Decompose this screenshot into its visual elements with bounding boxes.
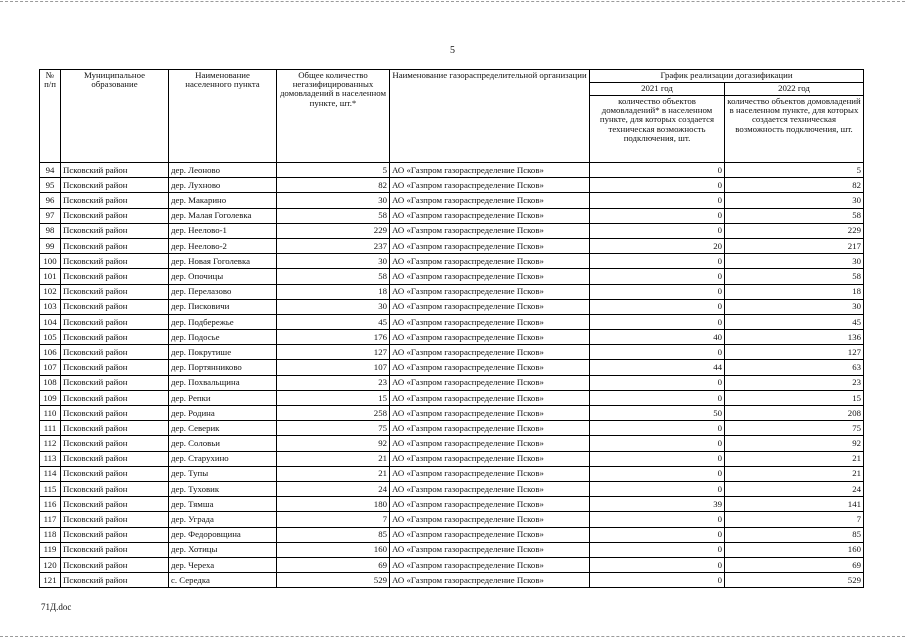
row-municipality: Псковский район bbox=[61, 512, 169, 527]
row-2021: 0 bbox=[590, 542, 725, 557]
row-municipality: Псковский район bbox=[61, 573, 169, 588]
row-2021: 40 bbox=[590, 330, 725, 345]
header-organization: Наименование газораспределительной организации bbox=[390, 70, 590, 163]
row-total: 30 bbox=[277, 193, 390, 208]
row-2021: 50 bbox=[590, 406, 725, 421]
page-number: 5 bbox=[450, 45, 455, 56]
row-num: 110 bbox=[40, 406, 61, 421]
table-row bbox=[40, 193, 864, 208]
row-2022: 15 bbox=[725, 390, 864, 405]
row-2022: 5 bbox=[725, 163, 864, 178]
row-2022: 85 bbox=[725, 527, 864, 542]
row-2021: 0 bbox=[590, 436, 725, 451]
row-settlement: дер. Череха bbox=[169, 557, 277, 572]
row-2022: 7 bbox=[725, 512, 864, 527]
row-organization: АО «Газпром газораспределение Псков» bbox=[390, 406, 590, 421]
row-2022: 24 bbox=[725, 481, 864, 496]
row-settlement: дер. Леоново bbox=[169, 163, 277, 178]
row-num: 116 bbox=[40, 497, 61, 512]
row-total: 21 bbox=[277, 451, 390, 466]
row-2022: 82 bbox=[725, 178, 864, 193]
row-municipality: Псковский район bbox=[61, 406, 169, 421]
row-2022: 529 bbox=[725, 573, 864, 588]
row-organization: АО «Газпром газораспределение Псков» bbox=[390, 223, 590, 238]
row-organization: АО «Газпром газораспределение Псков» bbox=[390, 163, 590, 178]
row-municipality: Псковский район bbox=[61, 299, 169, 314]
table-row bbox=[40, 254, 864, 269]
table-row bbox=[40, 421, 864, 436]
row-2021: 0 bbox=[590, 299, 725, 314]
table-row bbox=[40, 345, 864, 360]
row-organization: АО «Газпром газораспределение Псков» bbox=[390, 466, 590, 481]
row-2022: 217 bbox=[725, 238, 864, 253]
row-num: 105 bbox=[40, 330, 61, 345]
row-2022: 30 bbox=[725, 299, 864, 314]
row-organization: АО «Газпром газораспределение Псков» bbox=[390, 284, 590, 299]
footer-filename: 71Д.doc bbox=[41, 602, 72, 612]
row-2021: 0 bbox=[590, 284, 725, 299]
row-settlement: дер. Новая Гоголевка bbox=[169, 254, 277, 269]
table-row bbox=[40, 497, 864, 512]
row-municipality: Псковский район bbox=[61, 481, 169, 496]
row-num: 120 bbox=[40, 557, 61, 572]
row-2022: 63 bbox=[725, 360, 864, 375]
table-row bbox=[40, 178, 864, 193]
row-settlement: дер. Тупы bbox=[169, 466, 277, 481]
row-2021: 0 bbox=[590, 208, 725, 223]
row-num: 108 bbox=[40, 375, 61, 390]
row-2022: 30 bbox=[725, 254, 864, 269]
row-settlement: дер. Лухново bbox=[169, 178, 277, 193]
row-organization: АО «Газпром газораспределение Псков» bbox=[390, 330, 590, 345]
row-2021: 0 bbox=[590, 527, 725, 542]
row-settlement: дер. Подбережье bbox=[169, 314, 277, 329]
row-num: 99 bbox=[40, 238, 61, 253]
header-sub-2022: количество объектов домовладений в населенном пункте, для которых создается техническая возможность подключения, шт. bbox=[725, 96, 864, 163]
row-num: 106 bbox=[40, 345, 61, 360]
row-municipality: Псковский район bbox=[61, 269, 169, 284]
table-row bbox=[40, 527, 864, 542]
row-municipality: Псковский район bbox=[61, 178, 169, 193]
row-organization: АО «Газпром газораспределение Псков» bbox=[390, 178, 590, 193]
row-num: 109 bbox=[40, 390, 61, 405]
row-num: 117 bbox=[40, 512, 61, 527]
row-2022: 23 bbox=[725, 375, 864, 390]
row-organization: АО «Газпром газораспределение Псков» bbox=[390, 345, 590, 360]
row-municipality: Псковский район bbox=[61, 208, 169, 223]
row-organization: АО «Газпром газораспределение Псков» bbox=[390, 375, 590, 390]
row-total: 529 bbox=[277, 573, 390, 588]
row-settlement: дер. Северик bbox=[169, 421, 277, 436]
row-2022: 92 bbox=[725, 436, 864, 451]
row-total: 5 bbox=[277, 163, 390, 178]
row-municipality: Псковский район bbox=[61, 345, 169, 360]
row-2021: 39 bbox=[590, 497, 725, 512]
row-2021: 0 bbox=[590, 421, 725, 436]
row-municipality: Псковский район bbox=[61, 527, 169, 542]
row-total: 229 bbox=[277, 223, 390, 238]
row-2022: 136 bbox=[725, 330, 864, 345]
row-2021: 0 bbox=[590, 254, 725, 269]
row-2021: 0 bbox=[590, 451, 725, 466]
row-municipality: Псковский район bbox=[61, 436, 169, 451]
table-row bbox=[40, 573, 864, 588]
row-num: 104 bbox=[40, 314, 61, 329]
row-total: 160 bbox=[277, 542, 390, 557]
table-header bbox=[40, 70, 864, 163]
row-2022: 208 bbox=[725, 406, 864, 421]
header-year-2022: 2022 год bbox=[725, 83, 864, 96]
row-total: 85 bbox=[277, 527, 390, 542]
row-2022: 18 bbox=[725, 284, 864, 299]
table-row bbox=[40, 481, 864, 496]
row-municipality: Псковский район bbox=[61, 254, 169, 269]
row-total: 23 bbox=[277, 375, 390, 390]
page-top-edge bbox=[0, 1, 905, 2]
row-2021: 0 bbox=[590, 512, 725, 527]
row-total: 237 bbox=[277, 238, 390, 253]
row-2022: 75 bbox=[725, 421, 864, 436]
header-settlement: Наименование населенного пункта bbox=[169, 70, 277, 163]
row-municipality: Псковский район bbox=[61, 314, 169, 329]
row-total: 18 bbox=[277, 284, 390, 299]
row-total: 30 bbox=[277, 299, 390, 314]
table-row bbox=[40, 436, 864, 451]
row-total: 107 bbox=[277, 360, 390, 375]
row-settlement: дер. Макарино bbox=[169, 193, 277, 208]
row-2021: 0 bbox=[590, 223, 725, 238]
row-municipality: Псковский район bbox=[61, 497, 169, 512]
row-num: 112 bbox=[40, 436, 61, 451]
row-2022: 58 bbox=[725, 208, 864, 223]
row-settlement: дер. Хотицы bbox=[169, 542, 277, 557]
row-2021: 0 bbox=[590, 390, 725, 405]
table-row bbox=[40, 512, 864, 527]
row-settlement: дер. Уграда bbox=[169, 512, 277, 527]
row-municipality: Псковский район bbox=[61, 284, 169, 299]
row-total: 24 bbox=[277, 481, 390, 496]
row-num: 118 bbox=[40, 527, 61, 542]
row-municipality: Псковский район bbox=[61, 163, 169, 178]
row-organization: АО «Газпром газораспределение Псков» bbox=[390, 542, 590, 557]
table-row bbox=[40, 238, 864, 253]
header-num: № п/п bbox=[40, 70, 61, 163]
row-settlement: дер. Писковичи bbox=[169, 299, 277, 314]
row-2021: 0 bbox=[590, 178, 725, 193]
table-row bbox=[40, 330, 864, 345]
table-row bbox=[40, 557, 864, 572]
row-settlement: дер. Репки bbox=[169, 390, 277, 405]
table-row bbox=[40, 542, 864, 557]
row-total: 21 bbox=[277, 466, 390, 481]
row-settlement: дер. Федоровщина bbox=[169, 527, 277, 542]
row-settlement: дер. Соловьи bbox=[169, 436, 277, 451]
row-num: 97 bbox=[40, 208, 61, 223]
row-num: 94 bbox=[40, 163, 61, 178]
row-settlement: дер. Малая Гоголевка bbox=[169, 208, 277, 223]
row-organization: АО «Газпром газораспределение Псков» bbox=[390, 481, 590, 496]
table-row bbox=[40, 223, 864, 238]
row-organization: АО «Газпром газораспределение Псков» bbox=[390, 512, 590, 527]
row-organization: АО «Газпром газораспределение Псков» bbox=[390, 421, 590, 436]
table-row bbox=[40, 314, 864, 329]
row-num: 98 bbox=[40, 223, 61, 238]
row-2022: 21 bbox=[725, 451, 864, 466]
row-municipality: Псковский район bbox=[61, 451, 169, 466]
row-num: 119 bbox=[40, 542, 61, 557]
row-municipality: Псковский район bbox=[61, 375, 169, 390]
row-total: 180 bbox=[277, 497, 390, 512]
row-2021: 44 bbox=[590, 360, 725, 375]
row-organization: АО «Газпром газораспределение Псков» bbox=[390, 436, 590, 451]
row-settlement: дер. Тямша bbox=[169, 497, 277, 512]
row-total: 69 bbox=[277, 557, 390, 572]
row-2021: 0 bbox=[590, 557, 725, 572]
row-total: 7 bbox=[277, 512, 390, 527]
row-organization: АО «Газпром газораспределение Псков» bbox=[390, 208, 590, 223]
row-organization: АО «Газпром газораспределение Псков» bbox=[390, 557, 590, 572]
row-num: 111 bbox=[40, 421, 61, 436]
row-total: 30 bbox=[277, 254, 390, 269]
row-2021: 0 bbox=[590, 481, 725, 496]
row-2021: 20 bbox=[590, 238, 725, 253]
row-municipality: Псковский район bbox=[61, 466, 169, 481]
row-settlement: дер. Неелово-1 bbox=[169, 223, 277, 238]
row-2022: 141 bbox=[725, 497, 864, 512]
table-row bbox=[40, 375, 864, 390]
row-total: 92 bbox=[277, 436, 390, 451]
row-num: 96 bbox=[40, 193, 61, 208]
row-municipality: Псковский район bbox=[61, 421, 169, 436]
row-2021: 0 bbox=[590, 345, 725, 360]
row-2022: 127 bbox=[725, 345, 864, 360]
row-2022: 45 bbox=[725, 314, 864, 329]
header-total: Общее количество негазифицированных домовладений в населенном пункте, шт.* bbox=[277, 70, 390, 163]
row-municipality: Псковский район bbox=[61, 193, 169, 208]
row-organization: АО «Газпром газораспределение Псков» bbox=[390, 497, 590, 512]
row-municipality: Псковский район bbox=[61, 390, 169, 405]
row-settlement: дер. Покрутише bbox=[169, 345, 277, 360]
row-settlement: дер. Опочицы bbox=[169, 269, 277, 284]
row-2022: 30 bbox=[725, 193, 864, 208]
row-total: 15 bbox=[277, 390, 390, 405]
row-2021: 0 bbox=[590, 193, 725, 208]
row-organization: АО «Газпром газораспределение Псков» bbox=[390, 193, 590, 208]
row-organization: АО «Газпром газораспределение Псков» bbox=[390, 390, 590, 405]
row-2021: 0 bbox=[590, 375, 725, 390]
row-settlement: дер. Старухино bbox=[169, 451, 277, 466]
row-num: 115 bbox=[40, 481, 61, 496]
row-municipality: Псковский район bbox=[61, 542, 169, 557]
row-2022: 160 bbox=[725, 542, 864, 557]
header-year-2021: 2021 год bbox=[590, 83, 725, 96]
table-row bbox=[40, 163, 864, 178]
row-num: 100 bbox=[40, 254, 61, 269]
row-settlement: дер. Неелово-2 bbox=[169, 238, 277, 253]
table-row bbox=[40, 360, 864, 375]
row-municipality: Псковский район bbox=[61, 238, 169, 253]
row-num: 114 bbox=[40, 466, 61, 481]
row-num: 103 bbox=[40, 299, 61, 314]
row-2021: 0 bbox=[590, 466, 725, 481]
row-2022: 229 bbox=[725, 223, 864, 238]
row-settlement: дер. Родина bbox=[169, 406, 277, 421]
row-total: 82 bbox=[277, 178, 390, 193]
row-settlement: дер. Подосье bbox=[169, 330, 277, 345]
row-total: 45 bbox=[277, 314, 390, 329]
table-row bbox=[40, 466, 864, 481]
row-organization: АО «Газпром газораспределение Псков» bbox=[390, 254, 590, 269]
row-total: 75 bbox=[277, 421, 390, 436]
row-2021: 0 bbox=[590, 269, 725, 284]
row-settlement: дер. Похвальщина bbox=[169, 375, 277, 390]
row-num: 101 bbox=[40, 269, 61, 284]
table-row bbox=[40, 269, 864, 284]
row-2021: 0 bbox=[590, 573, 725, 588]
row-municipality: Псковский район bbox=[61, 330, 169, 345]
row-total: 127 bbox=[277, 345, 390, 360]
header-municipality: Муниципальное образование bbox=[61, 70, 169, 163]
row-organization: АО «Газпром газораспределение Псков» bbox=[390, 527, 590, 542]
row-2021: 0 bbox=[590, 314, 725, 329]
row-settlement: дер. Портянниково bbox=[169, 360, 277, 375]
row-total: 176 bbox=[277, 330, 390, 345]
table-row bbox=[40, 208, 864, 223]
row-num: 113 bbox=[40, 451, 61, 466]
row-organization: АО «Газпром газораспределение Псков» bbox=[390, 573, 590, 588]
table-row bbox=[40, 284, 864, 299]
table-row bbox=[40, 451, 864, 466]
table-row bbox=[40, 299, 864, 314]
row-organization: АО «Газпром газораспределение Псков» bbox=[390, 360, 590, 375]
row-settlement: дер. Перелазово bbox=[169, 284, 277, 299]
table-body bbox=[40, 163, 864, 588]
row-municipality: Псковский район bbox=[61, 223, 169, 238]
row-2022: 69 bbox=[725, 557, 864, 572]
row-settlement: дер. Туховик bbox=[169, 481, 277, 496]
header-sub-2021: количество объектов домовладений* в населенном пункте, для которых создается техническая возможность подключения, шт. bbox=[590, 96, 725, 163]
row-municipality: Псковский район bbox=[61, 557, 169, 572]
row-num: 102 bbox=[40, 284, 61, 299]
row-2022: 21 bbox=[725, 466, 864, 481]
table-row bbox=[40, 406, 864, 421]
row-organization: АО «Газпром газораспределение Псков» bbox=[390, 314, 590, 329]
row-total: 58 bbox=[277, 269, 390, 284]
row-num: 121 bbox=[40, 573, 61, 588]
table-row bbox=[40, 390, 864, 405]
page-bottom-edge bbox=[0, 636, 905, 637]
header-schedule: График реализации догазификации bbox=[590, 70, 864, 83]
row-total: 58 bbox=[277, 208, 390, 223]
row-settlement: с. Середка bbox=[169, 573, 277, 588]
row-municipality: Псковский район bbox=[61, 360, 169, 375]
row-organization: АО «Газпром газораспределение Псков» bbox=[390, 299, 590, 314]
row-organization: АО «Газпром газораспределение Псков» bbox=[390, 269, 590, 284]
row-organization: АО «Газпром газораспределение Псков» bbox=[390, 451, 590, 466]
row-organization: АО «Газпром газораспределение Псков» bbox=[390, 238, 590, 253]
row-num: 95 bbox=[40, 178, 61, 193]
row-num: 107 bbox=[40, 360, 61, 375]
row-total: 258 bbox=[277, 406, 390, 421]
gasification-schedule-table bbox=[39, 69, 864, 588]
row-2021: 0 bbox=[590, 163, 725, 178]
row-2022: 58 bbox=[725, 269, 864, 284]
